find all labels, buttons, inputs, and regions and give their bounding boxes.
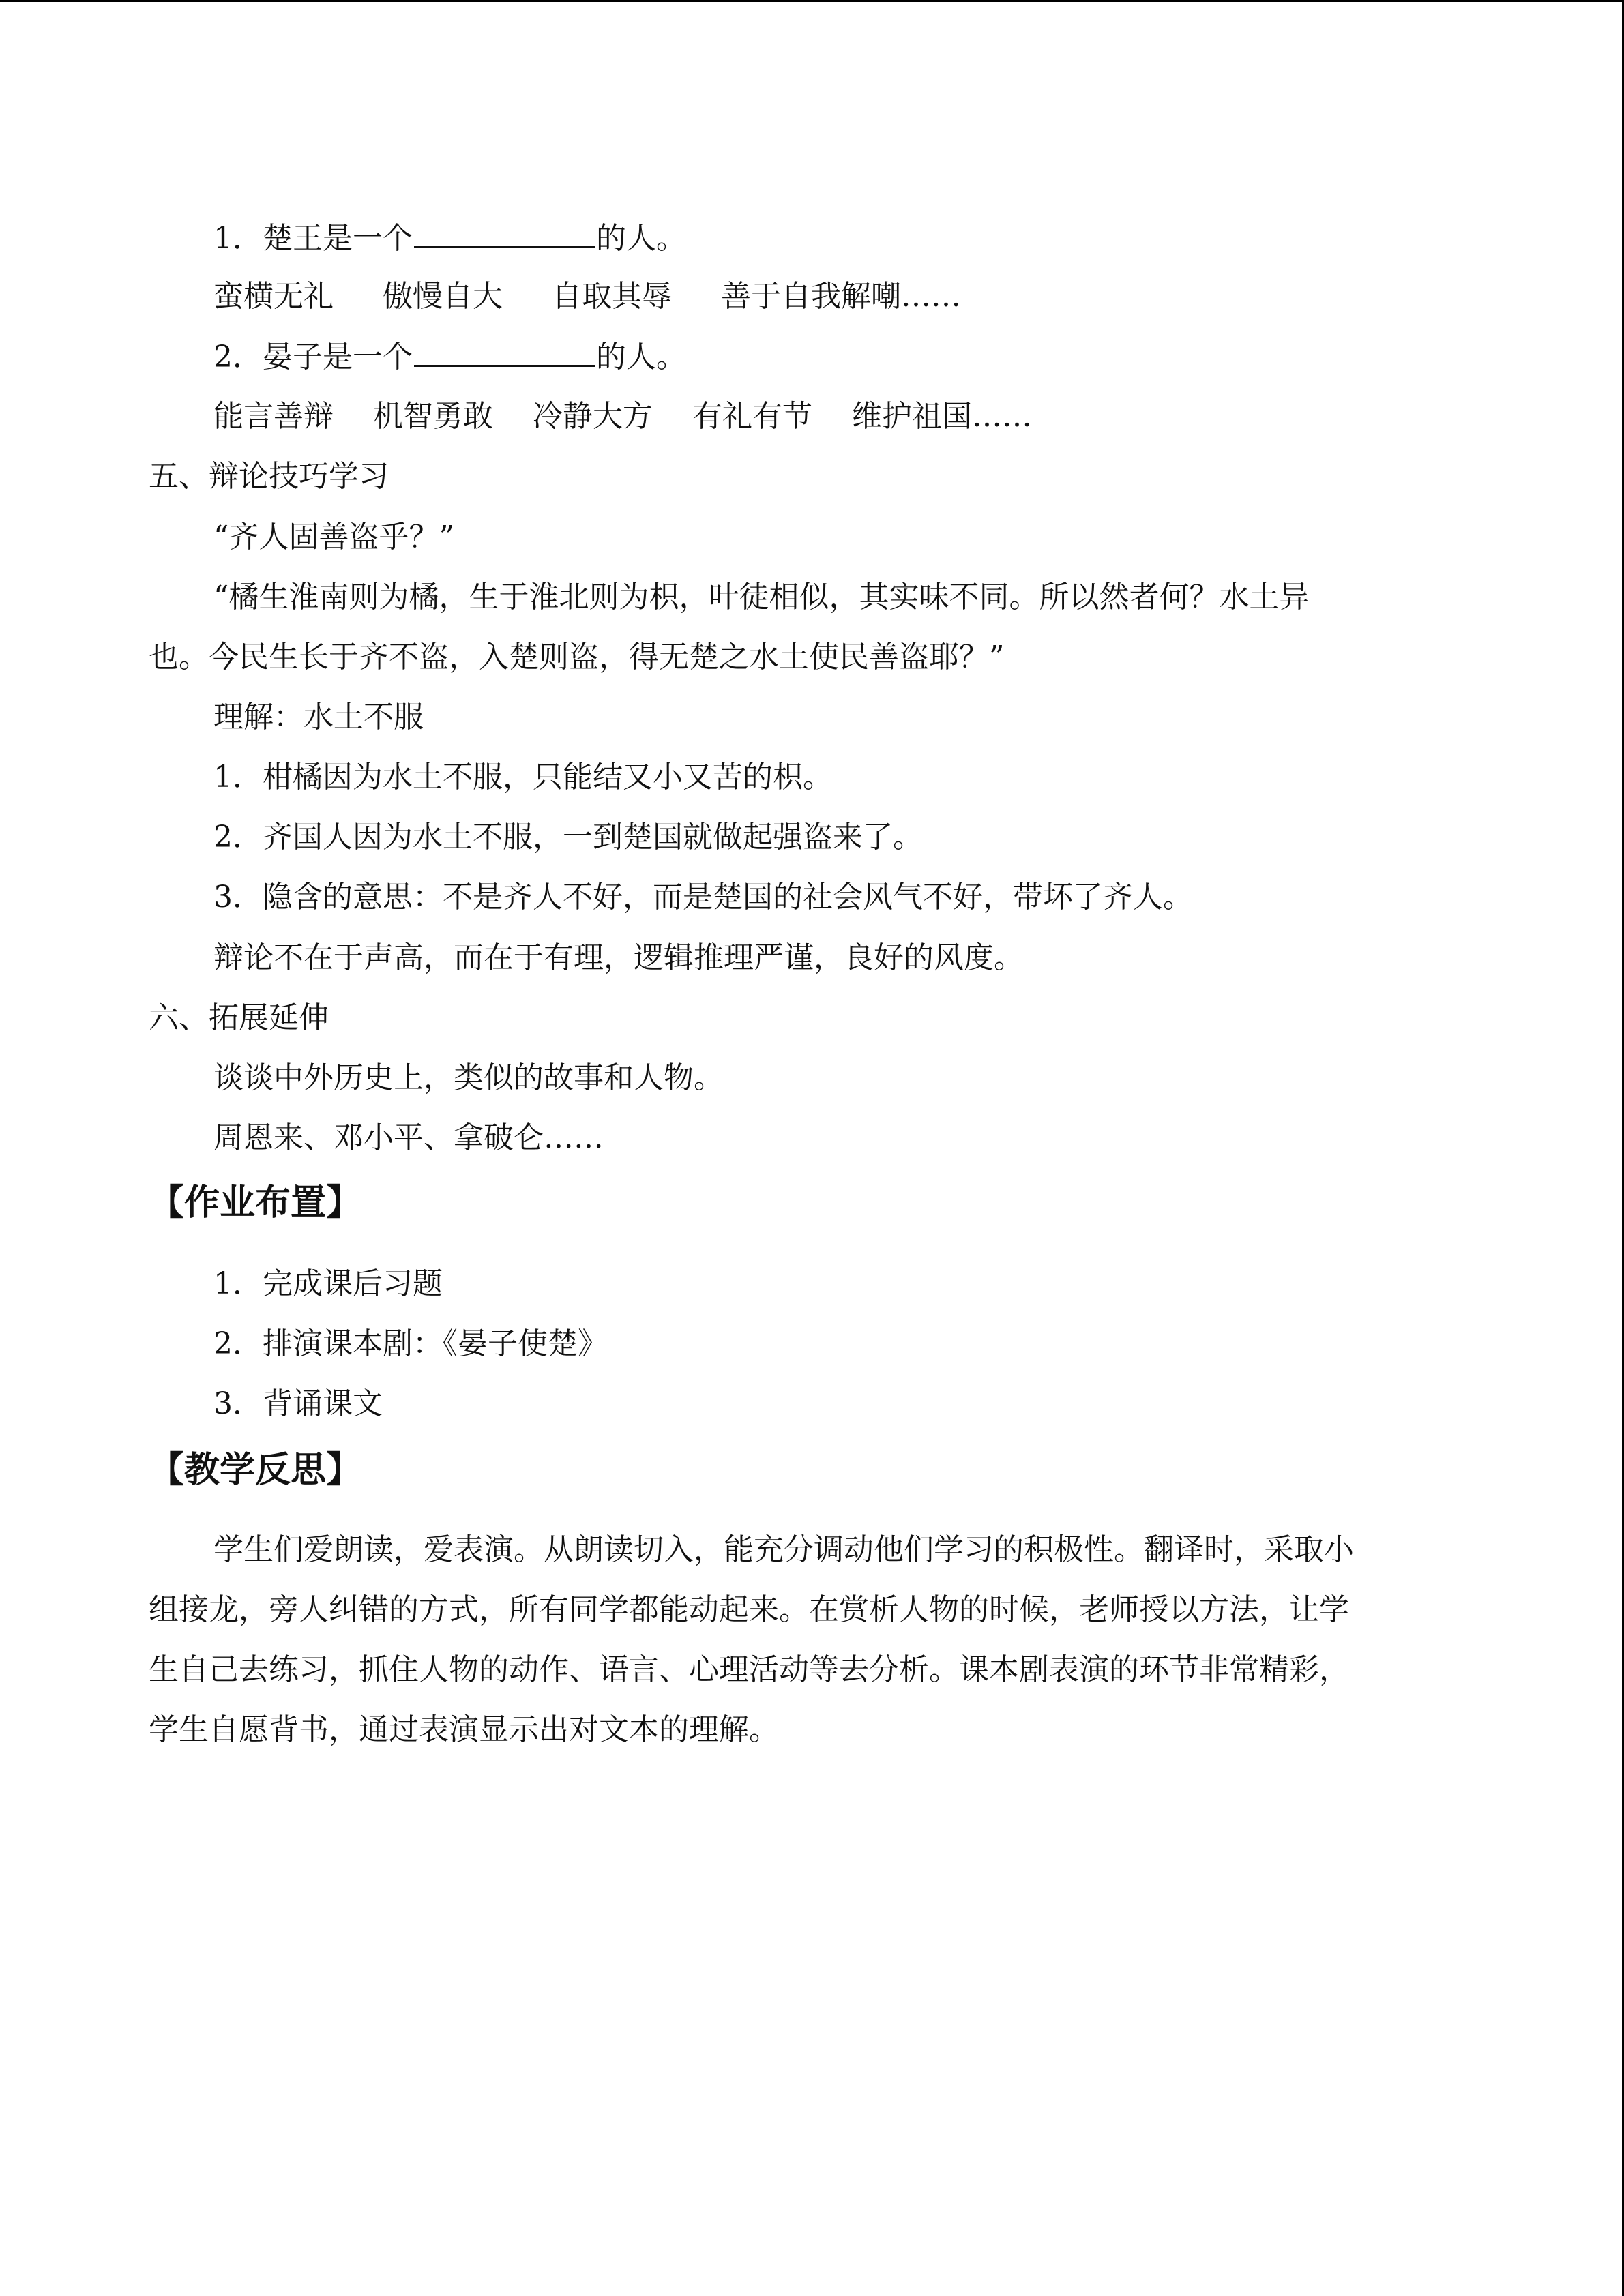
quote-two-line-one: “橘生淮南则为橘，生于淮北则为枳，叶徒相似，其实味不同。所以然者何？水土异 xyxy=(213,580,1310,614)
yanzi-prefix: 2．晏子是一个 xyxy=(213,340,413,374)
section-five-title: 五、辩论技巧学习 xyxy=(149,459,389,494)
extension-line-one: 谈谈中外历史上，类似的故事和人物。 xyxy=(213,1060,724,1095)
chu-king-option: 善于自我解嘲…… xyxy=(721,279,961,314)
yanzi-question xyxy=(213,336,686,378)
yanzi-option: 能言善辩 xyxy=(213,399,334,434)
homework-item: 1．完成课后习题 xyxy=(213,1266,443,1301)
point-item: 1．柑橘因为水土不服，只能结又小又苦的枳。 xyxy=(213,760,833,794)
debate-conclusion: 辩论不在于声高，而在于有理，逻辑推理严谨，良好的风度。 xyxy=(213,940,1024,975)
yanzi-option: 有礼有节 xyxy=(692,399,812,434)
reflection-line: 生自己去练习，抓住人物的动作、语言、心理活动等去分析。课本剧表演的环节非常精彩， xyxy=(149,1652,1349,1687)
chu-king-option: 蛮横无礼 xyxy=(213,279,334,314)
yanzi-option: 维护祖国…… xyxy=(852,399,1032,434)
section-six-title: 六、拓展延伸 xyxy=(149,1000,329,1035)
yanzi-options xyxy=(213,396,1032,437)
point-item: 2．齐国人因为水土不服，一到楚国就做起强盗来了。 xyxy=(213,820,923,854)
chu-king-options xyxy=(213,276,961,317)
understanding-line: 理解：水土不服 xyxy=(213,700,424,734)
chu-king-blank xyxy=(414,218,595,248)
chu-king-suffix: 的人。 xyxy=(596,221,686,256)
reflection-line: 学生自愿背书，通过表演显示出对文本的理解。 xyxy=(149,1712,779,1747)
homework-item: 3．背诵课文 xyxy=(213,1386,383,1421)
reflection-line: 组接龙，旁人纠错的方式，所有同学都能动起来。在赏析人物的时候，老师授以方法，让学 xyxy=(149,1592,1349,1627)
point-item: 3．隐含的意思：不是齐人不好，而是楚国的社会风气不好，带坏了齐人。 xyxy=(213,880,1193,914)
reflection-heading: 【教学反思】 xyxy=(149,1450,362,1491)
chu-king-question xyxy=(213,218,686,259)
yanzi-option: 机智勇敢 xyxy=(373,399,493,434)
quote-one: “齐人固善盗乎？” xyxy=(213,520,454,554)
chu-king-option: 自取其辱 xyxy=(552,279,672,314)
quote-two-line-two: 也。今民生长于齐不盗，入楚则盗，得无楚之水土使民善盗耶？” xyxy=(149,640,1005,674)
yanzi-suffix: 的人。 xyxy=(596,340,686,374)
yanzi-option: 冷静大方 xyxy=(533,399,653,434)
homework-item: 2．排演课本剧：《晏子使楚》 xyxy=(213,1326,608,1361)
yanzi-blank xyxy=(414,336,595,367)
homework-heading: 【作业布置】 xyxy=(149,1182,362,1223)
chu-king-option: 傲慢自大 xyxy=(383,279,503,314)
chu-king-prefix: 1．楚王是一个 xyxy=(213,221,413,256)
reflection-line: 学生们爱朗读，爱表演。从朗读切入，能充分调动他们学习的积极性。翻译时，采取小 xyxy=(213,1532,1354,1567)
extension-line-two: 周恩来、邓小平、拿破仑…… xyxy=(213,1120,604,1155)
